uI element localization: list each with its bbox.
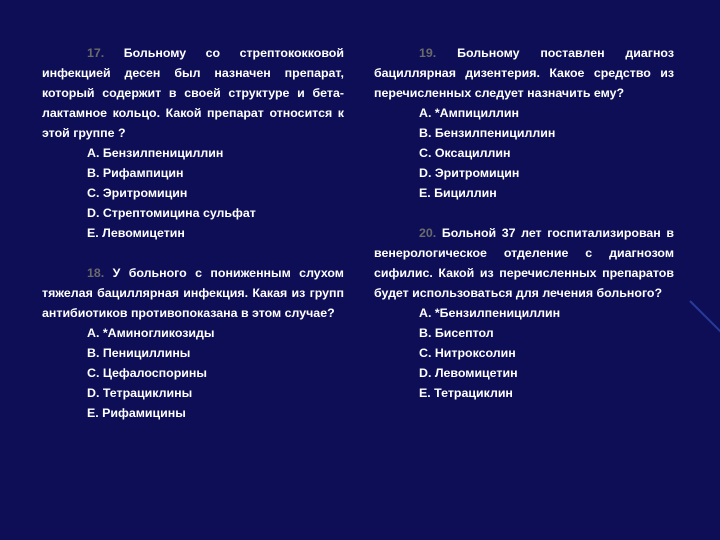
answer-option: B. Бензилпенициллин <box>419 126 556 140</box>
answer-option: B. Пенициллины <box>87 346 191 360</box>
answer-option: C. Эритромицин <box>87 186 188 200</box>
question-stem <box>42 263 344 323</box>
question-number: 20. <box>419 226 437 240</box>
question-text: Больному со стрептококковой инфекцией десен был назначен препарат, который содержит в своей структуре и бета-лактамное кольцо. Какой препарат относится к этой группе ? <box>42 46 344 140</box>
decorative-line <box>689 300 720 344</box>
answer-option: C. Нитроксолин <box>419 346 516 360</box>
spacer <box>374 203 674 223</box>
question-text: Больному поставлен диагноз бациллярная дизентерия. Какое средство из перечисленных следует назначить ему? <box>374 46 674 100</box>
answer-option: A. Бензилпенициллин <box>87 146 224 160</box>
question-block <box>374 43 674 203</box>
question-block <box>374 223 674 403</box>
question-block <box>42 263 344 423</box>
answer-option: B. Рифампицин <box>87 166 184 180</box>
question-stem <box>374 43 674 103</box>
right-column <box>374 43 674 403</box>
answer-option: A. *Ампициллин <box>419 106 519 120</box>
answer-option: D. Тетрациклины <box>87 386 193 400</box>
answer-option: E. Тетрациклин <box>419 386 513 400</box>
question-block <box>42 43 344 243</box>
answer-option: D. Стрептомицина сульфат <box>87 206 256 220</box>
answer-option: B. Бисептол <box>419 326 494 340</box>
answer-option: D. Эритромицин <box>419 166 520 180</box>
question-text: У больного с пониженным слухом тяжелая бациллярная инфекция. Какая из групп антибиотиков противопоказана в этом случае? <box>42 266 344 320</box>
answer-option: C. Цефалоспорины <box>87 366 207 380</box>
answer-option: E. Левомицетин <box>87 226 185 240</box>
question-stem <box>42 43 344 143</box>
answer-option: A. *Аминогликозиды <box>87 326 215 340</box>
question-number: 18. <box>87 266 105 280</box>
answer-option: C. Оксациллин <box>419 146 511 160</box>
question-number: 19. <box>419 46 437 60</box>
answer-option: A. *Бензилпенициллин <box>419 306 561 320</box>
question-stem <box>374 223 674 303</box>
left-column <box>42 43 344 423</box>
question-number: 17. <box>87 46 105 60</box>
answer-option: E. Бициллин <box>419 186 497 200</box>
spacer <box>42 243 344 263</box>
question-text: Больной 37 лет госпитализирован в венерологическое отделение с диагнозом сифилис. Какой из перечисленных препаратов будет использоваться для лечения больного? <box>374 226 674 300</box>
answer-option: E. Рифамицины <box>87 406 186 420</box>
answer-option: D. Левомицетин <box>419 366 518 380</box>
